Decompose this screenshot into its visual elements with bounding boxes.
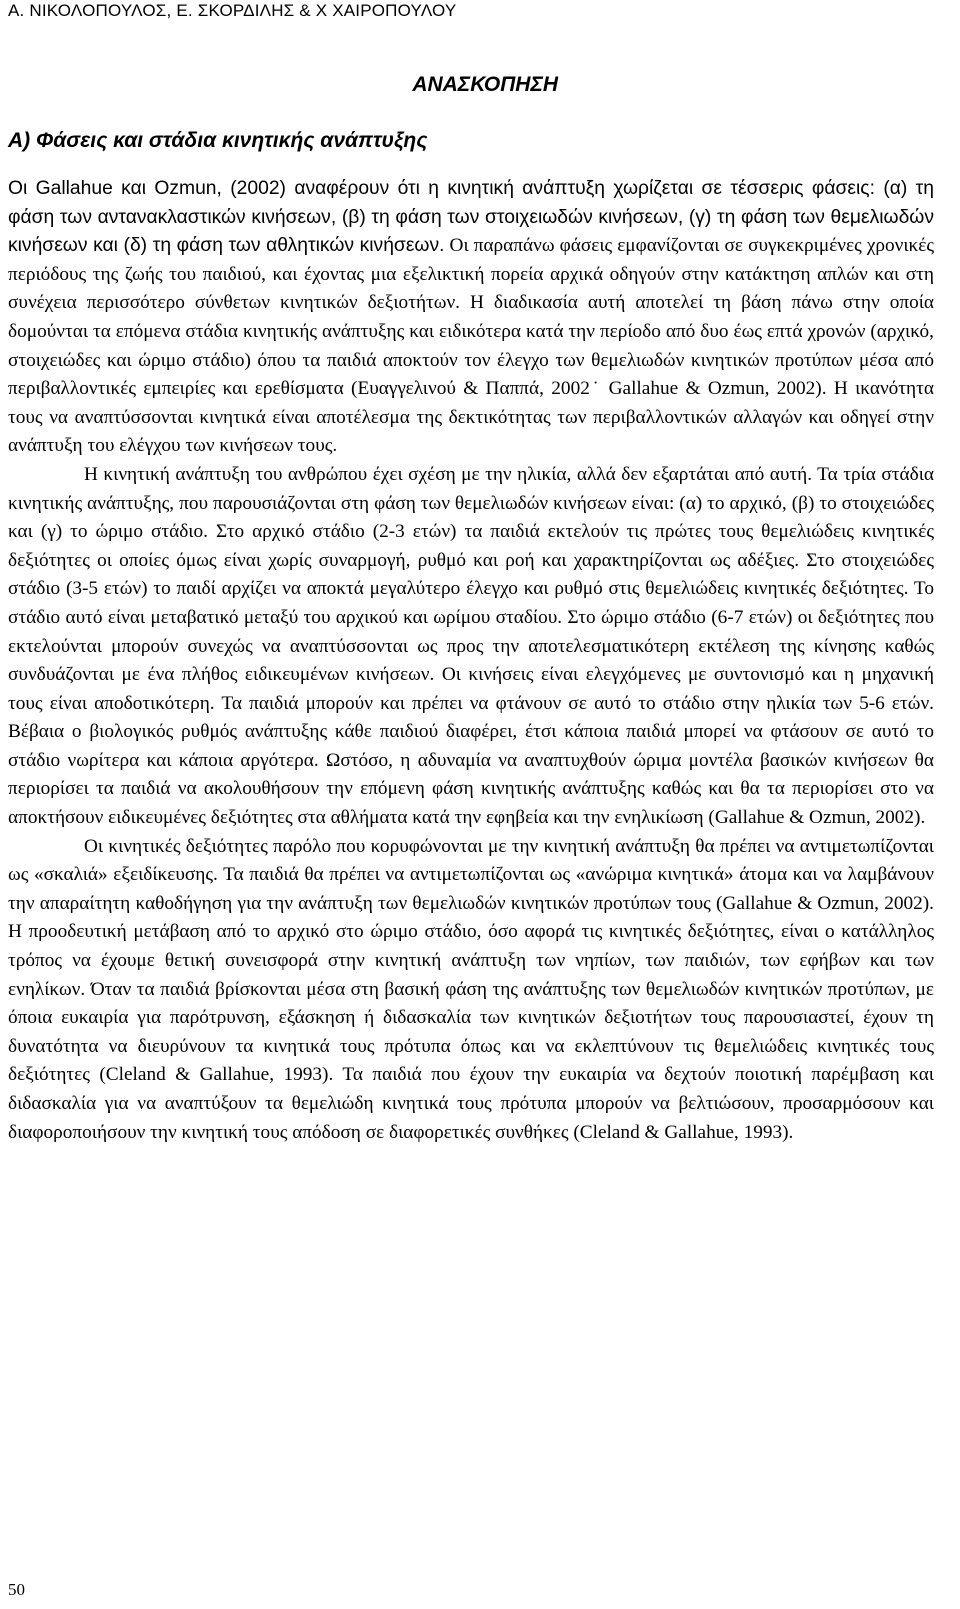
page-number: 50 [8,1580,25,1599]
paragraph-1-body: Οι παραπάνω φάσεις εμφανίζονται σε συγκεκριμένες χρονικές περιόδους της ζωής του παιδιού, και έχοντας μια εξελικτική πορεία αρχικά οδηγούν στην κατάκτηση απλών και στη συνέχεια περισσότερο σύνθετων κινητικών δεξιοτήτων. Η διαδικασία αυτή αποτελεί τη βάση πάνω στην οποία δομούνται τα επόμενα στάδια κινητικής ανάπτυξης και ειδικότερα κατά την περίοδο από δυο έως επτά χρονών (αρχικό, στοιχειώδες και ώριμο στάδιο) όπου τα παιδιά αποκτούν τον έλεγχο των θεμελιωδών κινητικών προτύπων μέσα από περιβαλλοντικές εμπειρίες και ερεθίσματα (Ευαγγελινού & Παππά, 2002˙ Gallahue & Ozmun, 2002). Η ικανότητα τους να αναπτύσσονται κινητικά είναι αποτέλεσμα της δεκτικότητας των περιβαλλοντικών αλλαγών και οδηγεί στην ανάπτυξη του ελέγχου των κινήσεων τους. [8,235,934,457]
section-title: ΑΝΑΣΚΟΠΗΣΗ [412,73,558,96]
paragraph-2: Η κινητική ανάπτυξη του ανθρώπου έχει σχέση με την ηλικία, αλλά δεν εξαρτάται από αυτή. Τα τρία στάδια κινητικής ανάπτυξης, που παρουσιάζονται στη φάση των θεμελιωδών κινήσεων είναι: (α) το αρχικό, (β) το στοιχειώδες και (γ) το ώριμο στάδιο. Στο αρχικό στάδιο (2-3 ετών) τα παιδιά εκτελούν τις πρώτες τους θεμελιώδεις κινητικές δεξιότητες οι οποίες όμως είναι χωρίς συναρμογή, ρυθμό και ροή και χαρακτηρίζονται ως αδέξιες. Στο στοιχειώδες στάδιο (3-5 ετών) το παιδί αρχίζει να αποκτά μεγαλύτερο έλεγχο και ρυθμό στις θεμελιώδεις κινητικές δεξιότητες. Το στάδιο αυτό είναι μεταβατικό μεταξύ του αρχικού και ωρίμου σταδίου. Στο ώριμο στάδιο (6-7 ετών) οι δεξιότητες που εκτελούνται μπορούν συνεχώς να αναπτύσσονται ως προς την αποτελεσματικότερη εκτέλεση της κίνησης καθώς συνδυάζονται με ένα πλήθος ειδικευμένων κινήσεων. Οι κινήσεις είναι ελεγχόμενες με συντονισμό και η μηχανική τους είναι αποδοτικότερη. Τα παιδιά μπορούν και πρέπει να φτάνουν σε αυτό το στάδιο στην ηλικία των 5-6 ετών. Βέβαια ο βιολογικός ρυθμός ανάπτυξης κάθε παιδιού διαφέρει, έτσι κάποια παιδιά μπορεί να φτάσουν σε αυτό το στάδιο νωρίτερα και κάποια αργότερα. Ωστόσο, η αδυναμία να αναπτυχθούν ώριμα μοντέλα βασικών κινήσεων θα περιορίσει τα παιδιά να ακολουθήσουν την επόμενη φάση κινητικής ανάπτυξης καθώς και θα τα περιορίσει στο να αποκτήσουν ειδικευμένες δεξιότητες στα αθλήματα κατά την εφηβεία και την ενηλικίωση (Gallahue & Ozmun, 2002). [8,463,934,829]
body-text [8,175,934,1147]
running-header: Α. ΝΙΚΟΛΟΠΟΥΛΟΣ, Ε. ΣΚΟΡΔΙΛΗΣ & Χ ΧΑΙΡΟΠΟΥΛΟΥ [8,1,457,20]
paragraph-3: Οι κινητικές δεξιότητες παρόλο που κορυφώνονται με την κινητική ανάπτυξη θα πρέπει να αντιμετωπίζονται ως «σκαλιά» εξειδίκευσης. Τα παιδιά θα πρέπει να αντιμετωπίζονται ως «ανώριμα κινητικά» άτομα και να λαμβάνουν την απαραίτητη καθοδήγηση για την ανάπτυξη των θεμελιωδών κινητικών προτύπων τους (Gallahue & Ozmun, 2002). Η προοδευτική μετάβαση από το αρχικό στο ώριμο στάδιο, όσο αφορά τις κινητικές δεξιότητες, είναι ο κατάλληλος τρόπος να έχουμε θετική συνεισφορά στην κινητική ανάπτυξη των νηπίων, των παιδιών, των εφήβων και των ενηλίκων. Όταν τα παιδιά βρίσκονται μέσα στη βασική φάση της ανάπτυξης των θεμελιωδών κινητικών προτύπων, με όποια ευκαιρία για παρότρυνση, εξάσκηση ή διδασκαλία των κινητικών δεξιοτήτων τους παρουσιαστεί, έχουν τη δυνατότητα να διευρύνουν τα κινητικά τους πρότυπα όπως και να εκλεπτύνουν τις θεμελιώδεις κινητικές τους δεξιότητες (Cleland & Gallahue, 1993). Τα παιδιά που έχουν την ευκαιρία να δεχτούν ποιοτική παρέμβαση και διδασκαλία για να αναπτύξουν τα θεμελιώδη κινητικά τους πρότυπα μπορούν να βελτιώσουν, προσαρμόσουν και διαφοροποιήσουν την κινητική τους απόδοση σε διαφορετικές συνθήκες (Cleland & Gallahue, 1993). [8,835,934,1143]
paragraph-1 [8,175,934,461]
subsection-title: Α) Φάσεις και στάδια κινητικής ανάπτυξης [8,129,428,152]
paragraph-1-intro: Οι Gallahue και Ozmun, (2002) αναφέρουν ότι η κινητική ανάπτυξη χωρίζεται σε τέσσερις φάσεις: (α) τη φάση των αντανακλαστικών κινήσεων, (β) τη φάση των στοιχειωδών κινήσεων, (γ) τη φάση των θεμελιωδών κινήσεων και (δ) τη φάση των αθλητικών κινήσεων. [8,178,934,257]
